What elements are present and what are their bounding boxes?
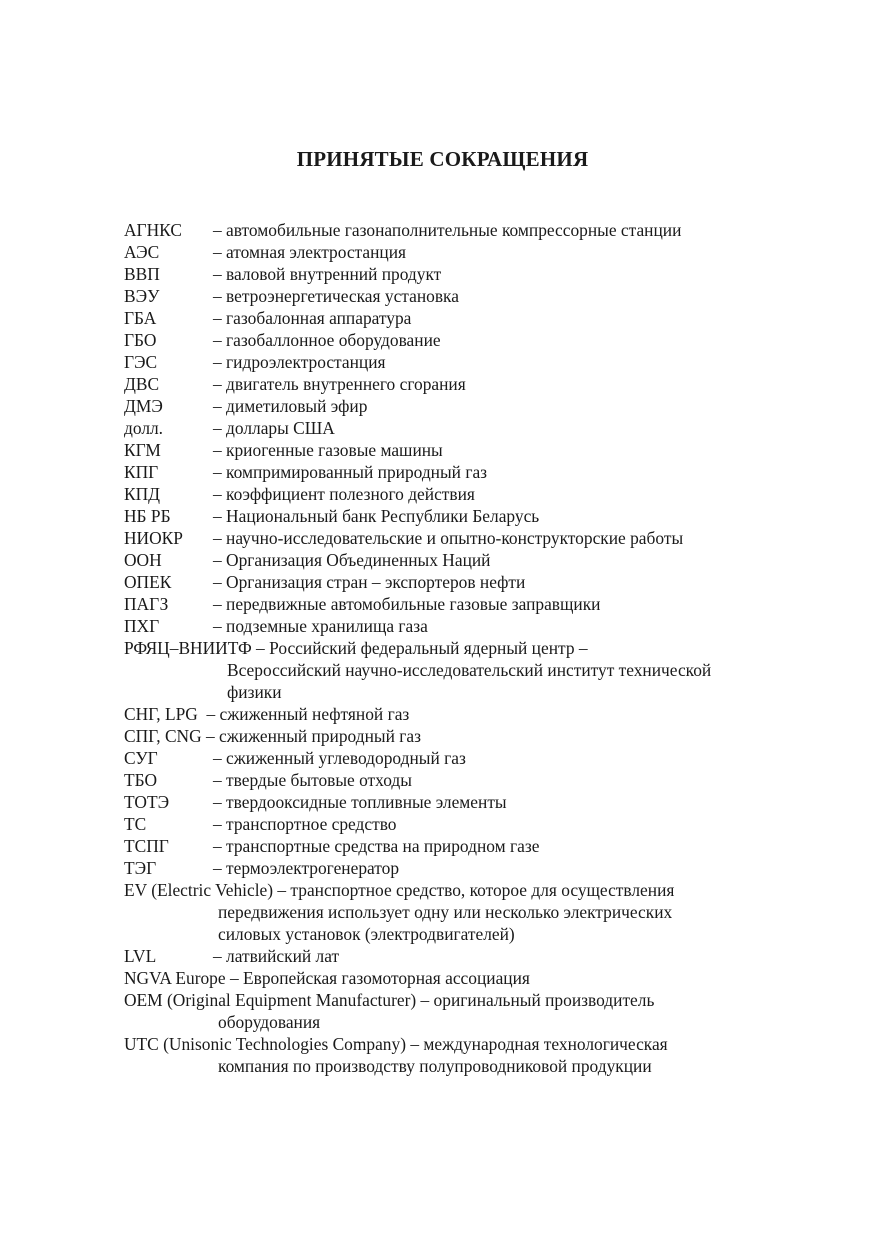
- term: ВВП: [124, 264, 160, 284]
- definition: – автомобильные газонаполнительные компрессорные станции: [213, 220, 682, 240]
- definition: – сжиженный углеводородный газ: [213, 748, 466, 768]
- definition: – латвийский лат: [213, 946, 340, 966]
- term: ВЭУ: [124, 286, 160, 306]
- definition: – атомная электростанция: [213, 242, 406, 262]
- definition: – твердые бытовые отходы: [213, 770, 412, 790]
- list-item: [124, 219, 764, 241]
- definition: – коэффициент полезного действия: [213, 484, 475, 504]
- list-item: [124, 769, 764, 791]
- definition: – двигатель внутреннего сгорания: [213, 374, 466, 394]
- term: ТС: [124, 814, 147, 834]
- list-item: [124, 593, 764, 615]
- entry-continuation: компания по производству полупроводниковой продукции: [218, 1056, 652, 1076]
- list-item: СПГ, CNG – сжиженный природный газ: [124, 726, 421, 746]
- definition: – подземные хранилища газа: [213, 616, 428, 636]
- term: ТОТЭ: [124, 792, 170, 812]
- list-item: [124, 857, 764, 879]
- list-item: [124, 747, 764, 769]
- list-item: [124, 835, 764, 857]
- list-item: [124, 945, 764, 967]
- list-item: [124, 549, 764, 571]
- term: ОПЕК: [124, 572, 172, 592]
- entry-line: EV (Electric Vehicle) – транспортное средство, которое для осуществления: [124, 880, 675, 900]
- list-item: [124, 395, 764, 417]
- term: ГЭС: [124, 352, 158, 372]
- definition: – криогенные газовые машины: [213, 440, 443, 460]
- entry-line: РФЯЦ–ВНИИТФ – Российский федеральный ядерный центр –: [124, 638, 588, 658]
- term: LVL: [124, 946, 157, 966]
- list-item: [124, 615, 764, 637]
- term: долл.: [124, 418, 164, 438]
- term: ТСПГ: [124, 836, 169, 856]
- list-item: [124, 813, 764, 835]
- list-item-rfyac: [124, 637, 764, 703]
- term: КПД: [124, 484, 161, 504]
- definition: – транспортные средства на природном газе: [213, 836, 540, 856]
- page-title: ПРИНЯТЫЕ СОКРАЩЕНИЯ: [296, 147, 589, 171]
- term: ТЭГ: [124, 858, 157, 878]
- definition: – Национальный банк Республики Беларусь: [213, 506, 540, 526]
- term: АГНКС: [124, 220, 182, 240]
- term: ГБА: [124, 308, 157, 328]
- definition: – доллары США: [213, 418, 335, 438]
- list-item: [124, 527, 764, 549]
- definition: – компримированный природный газ: [213, 462, 488, 482]
- list-item-oem: [124, 989, 764, 1033]
- term: ПХГ: [124, 616, 160, 636]
- term: СУГ: [124, 748, 158, 768]
- list-item: [124, 461, 764, 483]
- abbreviation-list: [124, 219, 764, 1077]
- list-item-utc: [124, 1033, 764, 1077]
- term: ТБО: [124, 770, 158, 790]
- list-item: [124, 571, 764, 593]
- definition: – термоэлектрогенератор: [213, 858, 400, 878]
- entry-continuation: физики: [227, 682, 282, 702]
- list-item: [124, 417, 764, 439]
- term: ДВС: [124, 374, 160, 394]
- list-item: [124, 483, 764, 505]
- term: АЭС: [124, 242, 160, 262]
- term: НБ РБ: [124, 506, 171, 526]
- entry-line: OEM (Original Equipment Manufacturer) – оригинальный производитель: [124, 990, 655, 1010]
- definition: – передвижные автомобильные газовые заправщики: [213, 594, 601, 614]
- definition: – научно-исследовательские и опытно-конструкторские работы: [213, 528, 684, 548]
- list-item: [124, 241, 764, 263]
- list-item: [124, 351, 764, 373]
- definition: – валовой внутренний продукт: [213, 264, 442, 284]
- term: ПАГЗ: [124, 594, 169, 614]
- list-item-ev: [124, 879, 764, 945]
- definition: – Организация Объединенных Наций: [213, 550, 491, 570]
- entry-continuation: оборудования: [218, 1012, 321, 1032]
- entry-continuation: Всероссийский научно-исследовательский институт технической: [227, 660, 712, 680]
- definition: – газобаллонное оборудование: [213, 330, 441, 350]
- list-item: [124, 373, 764, 395]
- list-item: [124, 505, 764, 527]
- list-item: NGVA Europe – Европейская газомоторная ассоциация: [124, 968, 530, 988]
- term: ООН: [124, 550, 162, 570]
- term: КПГ: [124, 462, 159, 482]
- term: КГМ: [124, 440, 161, 460]
- list-item: СНГ, LPG – сжиженный нефтяной газ: [124, 704, 410, 724]
- term: ГБО: [124, 330, 157, 350]
- definition: – твердооксидные топливные элементы: [213, 792, 507, 812]
- list-item: [124, 263, 764, 285]
- list-item: [124, 791, 764, 813]
- definition: – гидроэлектростанция: [213, 352, 386, 372]
- definition: – диметиловый эфир: [213, 396, 368, 416]
- definition: – Организация стран – экспортеров нефти: [213, 572, 526, 592]
- definition: – ветроэнергетическая установка: [213, 286, 459, 306]
- term: ДМЭ: [124, 396, 163, 416]
- list-item: [124, 439, 764, 461]
- definition: – газобалонная аппаратура: [213, 308, 412, 328]
- list-item: [124, 285, 764, 307]
- list-item: [124, 329, 764, 351]
- entry-continuation: силовых установок (электродвигателей): [218, 924, 515, 944]
- entry-continuation: передвижения использует одну или несколько электрических: [218, 902, 673, 922]
- term: НИОКР: [124, 528, 183, 548]
- entry-line: UTC (Unisonic Technologies Company) – международная технологическая: [124, 1034, 668, 1054]
- list-item: [124, 307, 764, 329]
- definition: – транспортное средство: [213, 814, 397, 834]
